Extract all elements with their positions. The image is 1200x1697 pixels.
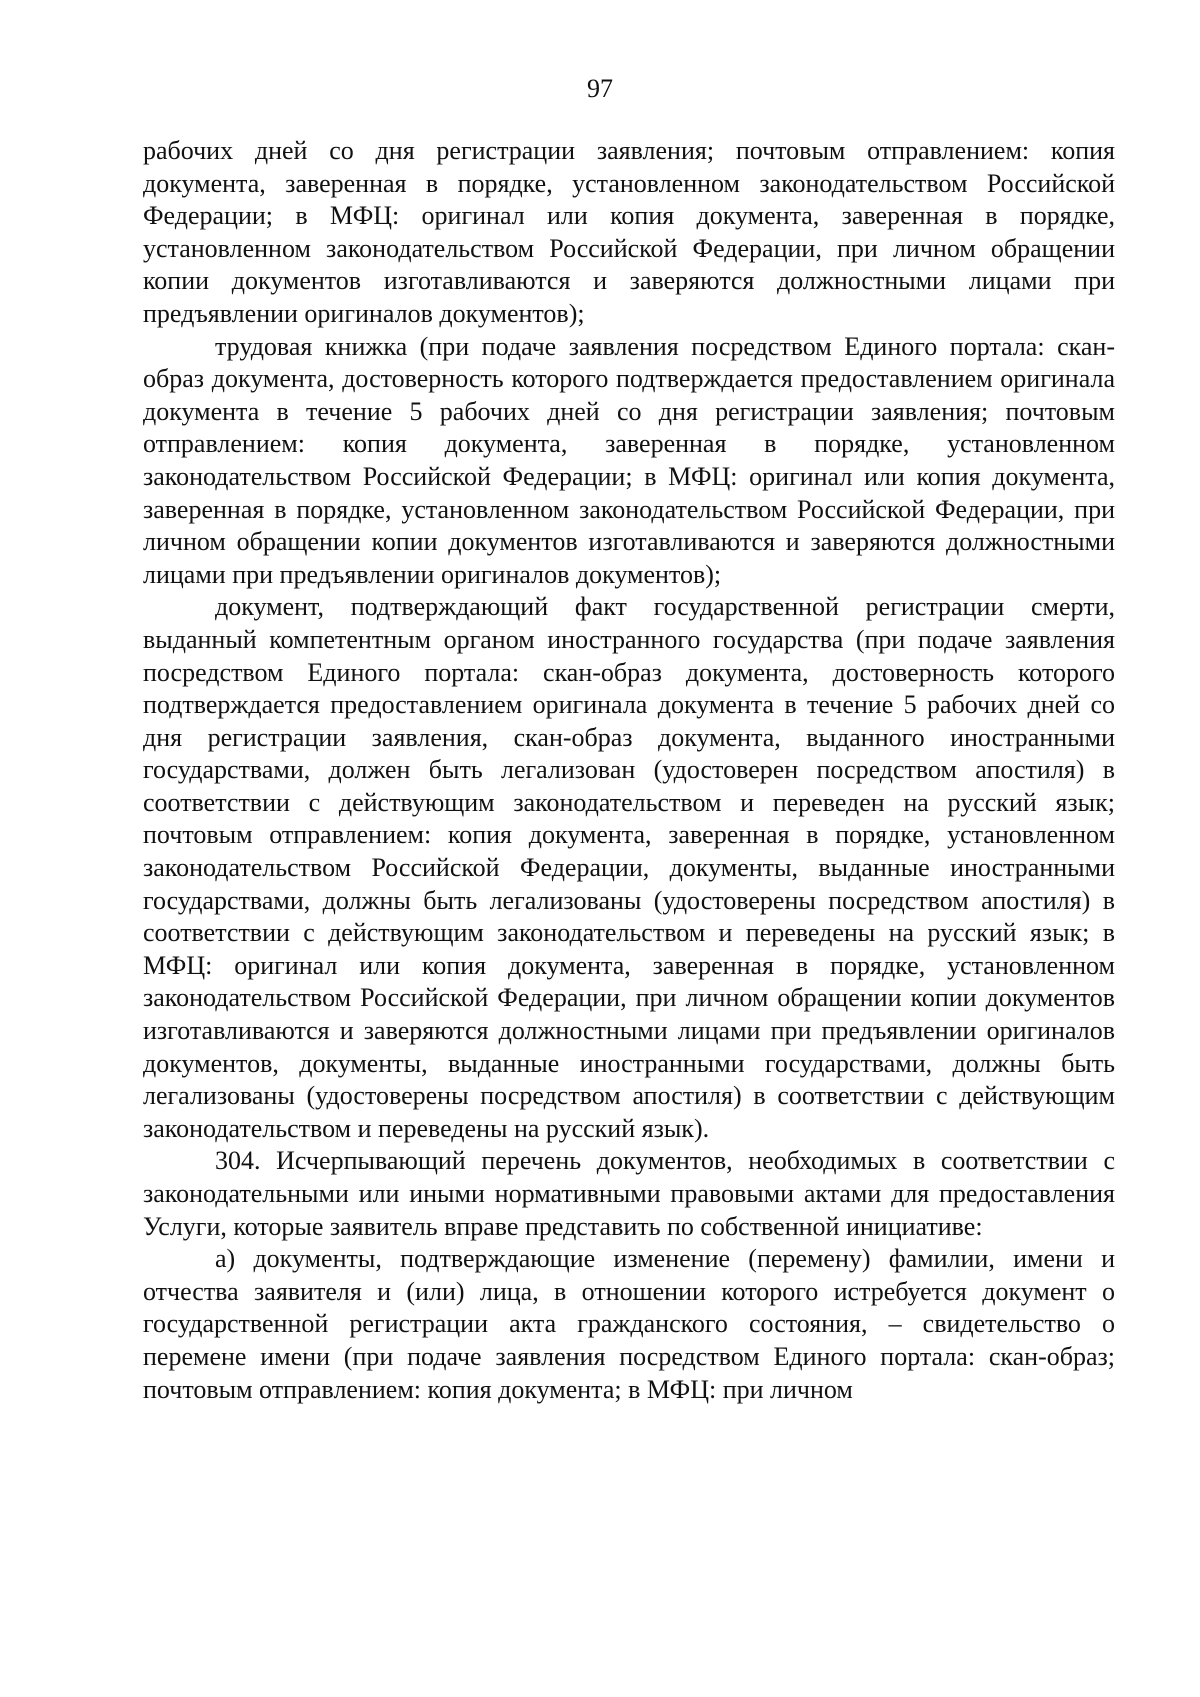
paragraph-subitem-a: а) документы, подтверждающие изменение (перемену) фамилии, имени и отчества заявителя и (или) лица, в отношении которого истребуется документ о государственной регистрации акта гражданского состояния, – свидетельство о перемене имени (при подаче заявления посредством Единого портала: скан-образ; почтовым отправлением: копия документа; в МФЦ: при личном xyxy=(143,1244,1115,1404)
paragraph-death-registration-document: документ, подтверждающий факт государственной регистрации смерти, выданный компетентным органом иностранного государства (при подаче заявления посредством Единого портала: скан-образ документа, достоверность которого подтверждается предоставлением оригинала документа в течение 5 рабочих дней со дня регистрации заявления, скан-образ документа, выданного иностранными государствами, должен быть легализован (удостоверен посредством апостиля) в соответствии с действующим законодательством и переведен на русский язык; почтовым отправлением: копия документа, заверенная в порядке, установленном законодательством Российской Федерации, документы, выданные иностранными государствами, должны быть легализованы (удостоверены посредством апостиля) в соответствии с действующим законодательством и переведены на русский язык; в МФЦ: оригинал или копия документа, заверенная в порядке, установленном законодательством Российской Федерации, при личном обращении копии документов изготавливаются и заверяются должностными лицами при предъявлении оригиналов документов, документы, выданные иностранными государствами, должны быть легализованы (удостоверены посредством апостиля) в соответствии с действующим законодательством и переведены на русский язык). xyxy=(143,592,1115,1143)
paragraph-item-304: 304. Исчерпывающий перечень документов, необходимых в соответствии с законодательными или иными нормативными правовыми актами для предоставления Услуги, которые заявитель вправе представить по собственной инициативе: xyxy=(143,1146,1115,1241)
paragraph-employment-record: трудовая книжка (при подаче заявления посредством Единого портала: скан-образ документа, достоверность которого подтверждается предоставлением оригинала документа в течение 5 рабочих дней со дня регистрации заявления; почтовым отправлением: копия документа, заверенная в порядке, установленном законодательством Российской Федерации; в МФЦ: оригинал или копия документа, заверенная в порядке, установленном законодательством Российской Федерации, при личном обращении копии документов изготавливаются и заверяются должностными лицами при предъявлении оригиналов документов); xyxy=(143,331,1115,589)
document-body xyxy=(143,135,1115,1406)
page-number: 97 xyxy=(587,74,613,103)
paragraph-continuation: рабочих дней со дня регистрации заявления; почтовым отправлением: копия документа, заверенная в порядке, установленном законодательством Российской Федерации; в МФЦ: оригинал или копия документа, заверенная в порядке, установленном законодательством Российской Федерации, при личном обращении копии документов изготавливаются и заверяются должностными лицами при предъявлении оригиналов документов); xyxy=(143,136,1115,328)
